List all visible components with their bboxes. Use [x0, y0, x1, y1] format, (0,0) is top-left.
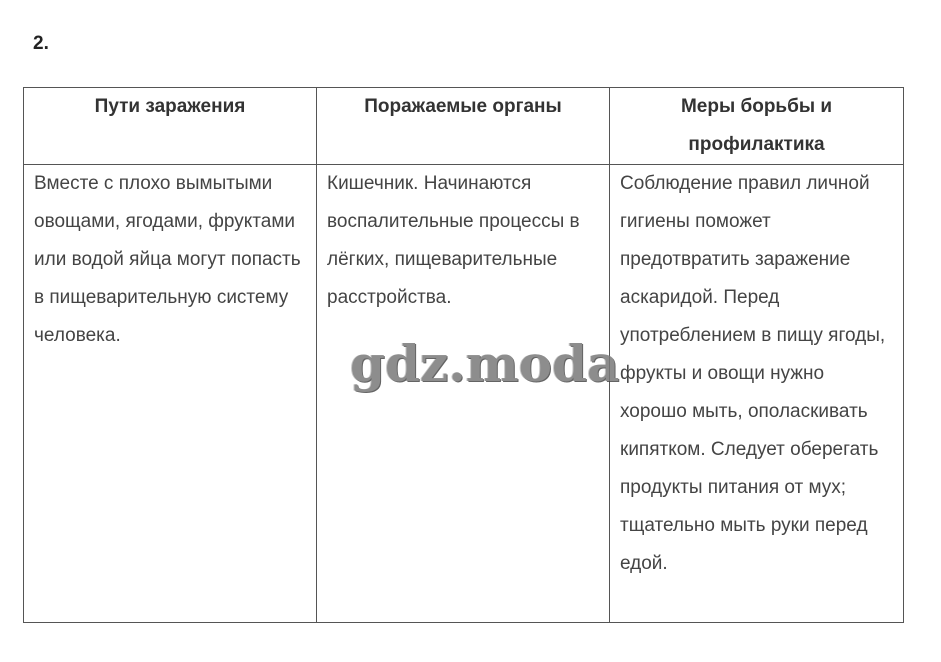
header-control-prevention: Меры борьбы и профилактика: [610, 88, 904, 165]
cell-infection-routes: Вместе с плохо вымытыми овощами, ягодами, фруктами или водой яйца могут попасть в пищеварительную систему человека.: [24, 165, 317, 623]
answer-table: [23, 87, 904, 623]
table-header-row: [24, 88, 904, 165]
header-infection-routes: Пути заражения: [24, 88, 317, 165]
cell-affected-organs: Кишечник. Начинаются воспалительные процессы в лёгких, пищеварительные расстройства.: [317, 165, 610, 623]
table-row: [24, 165, 904, 623]
header-affected-organs: Поражаемые органы: [317, 88, 610, 165]
task-number: 2.: [33, 33, 49, 54]
watermark-logo: gdz.moda: [350, 334, 620, 393]
cell-control-prevention: Соблюдение правил личной гигиены поможет предотвратить заражение аскаридой. Перед употреблением в пищу ягоды, фрукты и овощи нужно хорошо мыть, ополаскивать кипятком. Следует оберегать продукты питания от мух; тщательно мыть руки перед едой.: [610, 165, 904, 623]
